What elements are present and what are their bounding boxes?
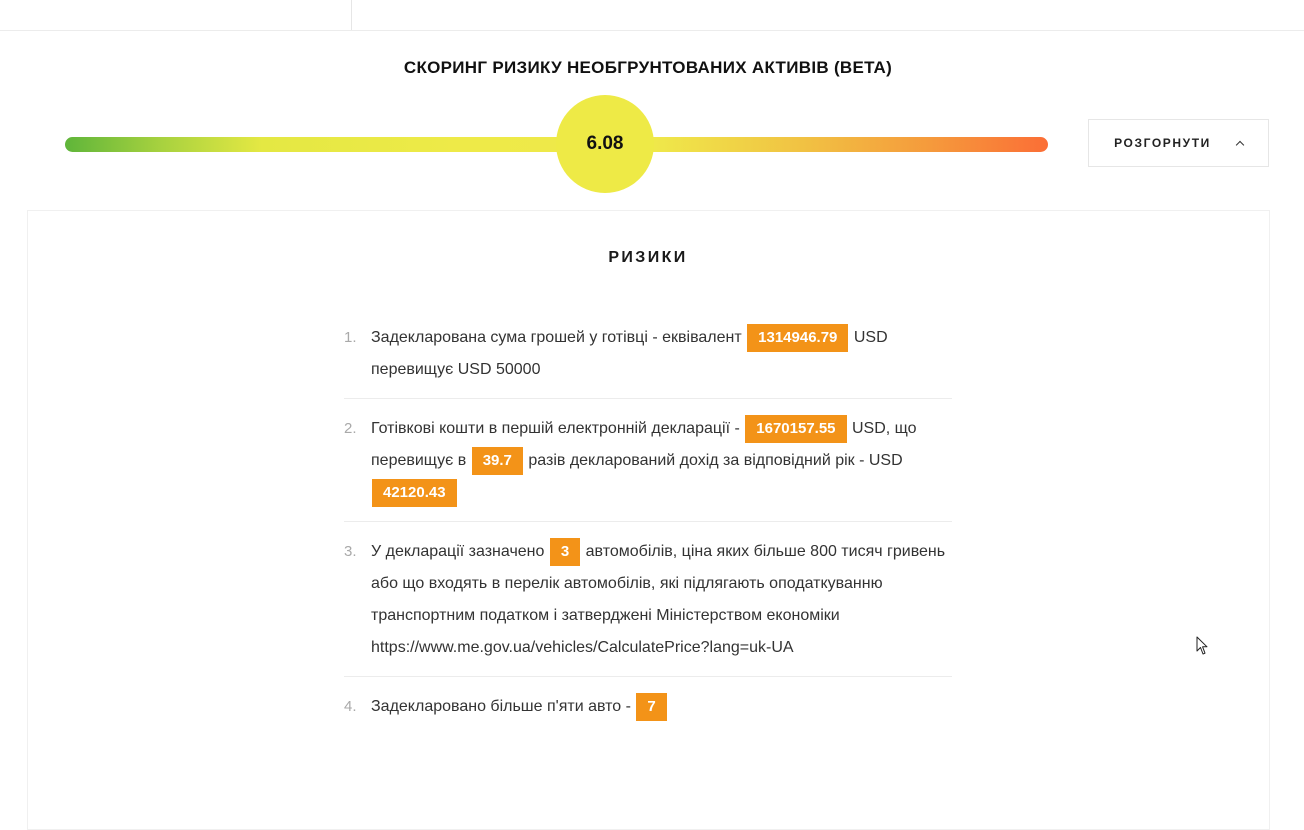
risk-item	[344, 536, 952, 677]
mouse-cursor-icon	[1196, 636, 1208, 656]
risk-text: разів декларований дохід за відповідний рік - USD	[528, 452, 903, 469]
risk-text: Задекларована сума грошей у готівці - еквівалент	[371, 329, 742, 346]
risk-number: 3.	[344, 543, 357, 560]
risk-number: 4.	[344, 698, 357, 715]
chevron-up-icon	[1236, 140, 1244, 148]
top-bar	[0, 0, 1304, 31]
risk-number: 1.	[344, 329, 357, 346]
risk-item	[344, 322, 952, 399]
risk-item	[344, 691, 952, 735]
risk-value-badge: 42120.43	[372, 479, 457, 507]
risk-value-badge: 3	[550, 538, 580, 566]
risk-text: USD перевищує USD 50000	[371, 329, 888, 378]
risk-list	[344, 322, 952, 749]
risk-text: У декларації зазначено	[371, 543, 545, 560]
top-bar-divider	[351, 0, 352, 30]
risk-value-badge: 7	[636, 693, 666, 721]
risk-text: USD, що перевищує в	[371, 420, 917, 469]
risk-text: Задекларовано більше п'яти авто -	[371, 698, 631, 715]
expand-button[interactable]	[1088, 119, 1269, 167]
risks-title: РИЗИКИ	[608, 249, 688, 266]
risk-text: автомобілів, ціна яких більше 800 тисяч гривень або що входять в перелік автомобілів, які підлягають оподаткуванню транспортним податком і затверджені Міністерством економіки https://www.me.gov.ua/vehicles/CalculatePrice?lang=uk-UA	[371, 543, 946, 656]
risk-text: Готівкові кошти в першій електронній декларації -	[371, 420, 740, 437]
risk-score-value: 6.08	[556, 95, 654, 193]
risk-value-badge: 1670157.55	[745, 415, 846, 443]
expand-button-label: РОЗГОРНУТИ	[1114, 136, 1211, 150]
risk-value-badge: 39.7	[472, 447, 523, 475]
score-title: СКОРИНГ РИЗИКУ НЕОБГРУНТОВАНИХ АКТИВІВ (BETA)	[403, 58, 893, 77]
risk-number: 2.	[344, 420, 357, 437]
risk-item	[344, 413, 952, 522]
risk-value-badge: 1314946.79	[747, 324, 848, 352]
